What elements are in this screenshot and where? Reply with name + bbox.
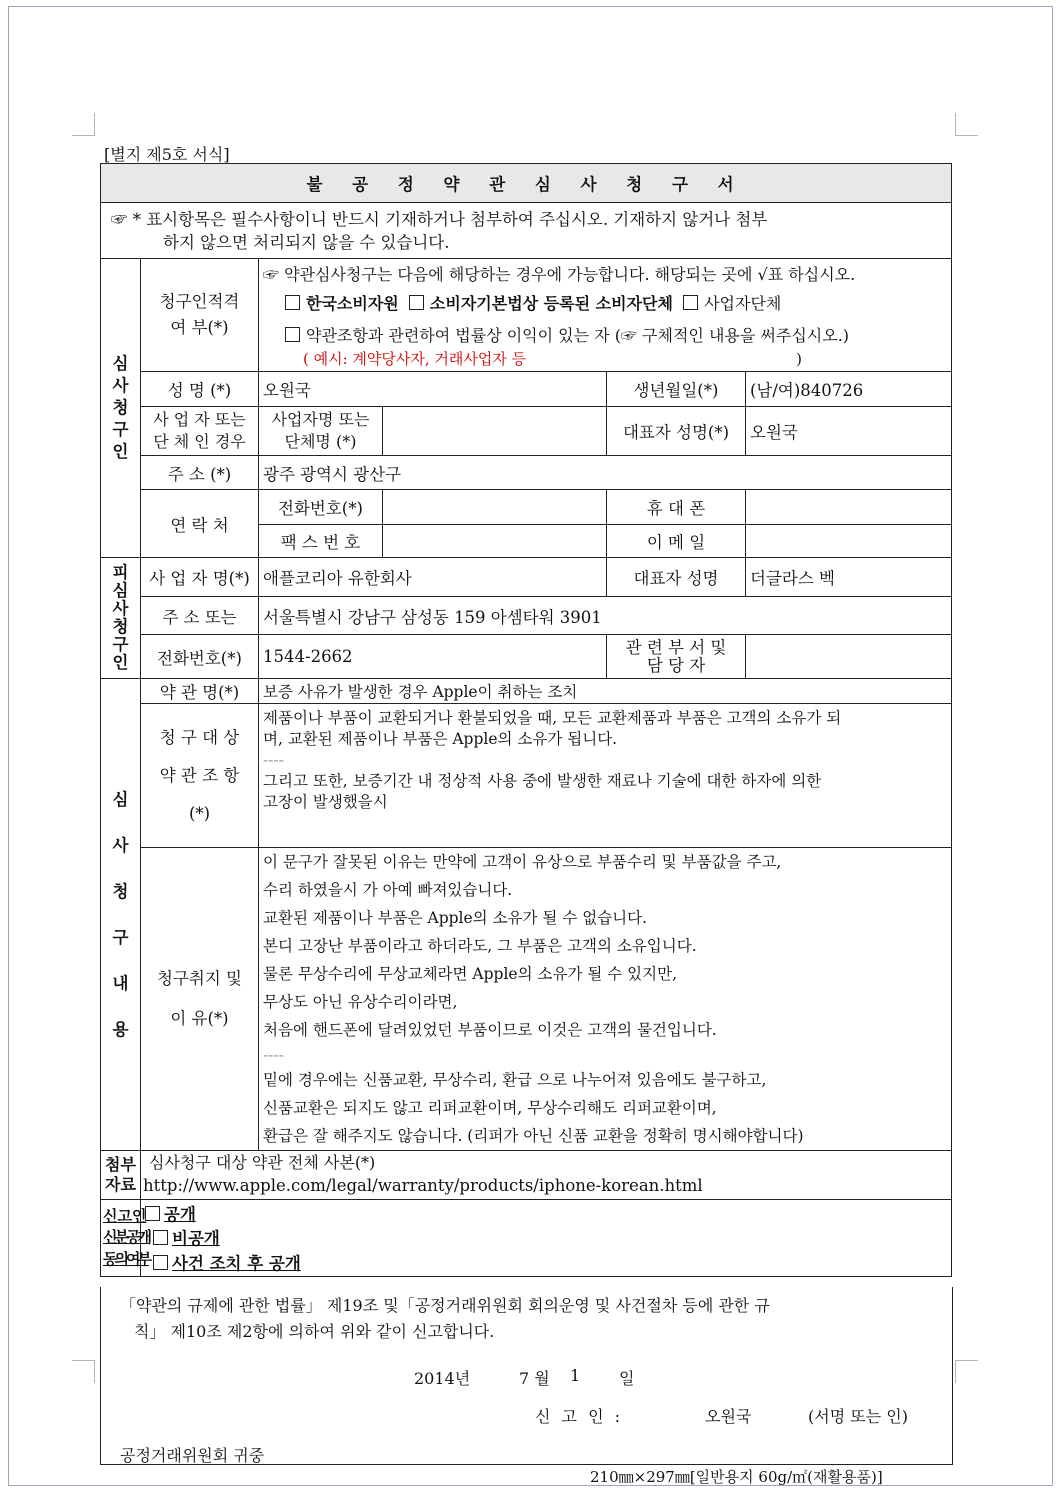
contact-label: 연 락 처 xyxy=(141,490,259,558)
date-year[interactable]: 2014년 xyxy=(414,1369,471,1388)
notice-line-2: 하지 않으면 처리되지 않을 수 있습니다. xyxy=(163,232,450,252)
reason-label: 청구취지 및 이 유(*) xyxy=(141,848,259,1151)
disclosure-label: 신고인 신분공개 동의여부 xyxy=(101,1200,141,1277)
example-text: ( 예시: 계약당사자, 거래사업자 등 xyxy=(303,350,527,368)
fax-label: 팩 스 번 호 xyxy=(259,525,383,558)
date-month[interactable]: 7 월 xyxy=(519,1369,550,1388)
option-business-group: 사업자단체 xyxy=(704,294,782,313)
notice-line-1: ☞ * 표시항목은 필수사항이니 반드시 기재하거나 첨부하여 주십시오. 기재하지 않거나 첨부 xyxy=(111,209,768,229)
birth-value[interactable]: (남/여)840726 xyxy=(746,372,952,407)
option-interested-party: 약관조항과 관련하여 법률상 이익이 있는 자 (☞ 구체적인 내용을 써주십시오.) xyxy=(306,326,850,345)
phone-value[interactable] xyxy=(383,490,607,525)
date-day-unit: 일 xyxy=(619,1369,635,1388)
qualification-instruction: ☞ 약관심사청구는 다음에 해당하는 경우에 가능합니다. 해당되는 곳에 √표 하십시오. xyxy=(263,265,856,284)
reason-line: 수리 하였을시 가 아예 빠져있습니다. xyxy=(263,881,513,899)
declaration-line-2: 칙」 제10조 제2항에 의하여 위와 같이 신고합니다. xyxy=(134,1322,495,1341)
attachment-label: 첨부 자료 xyxy=(101,1151,141,1200)
respondent-dept-label: 관 련 부 서 및 담 당 자 xyxy=(607,635,746,679)
name-label: 성 명 (*) xyxy=(141,372,259,407)
checkbox-business-group[interactable] xyxy=(683,295,698,310)
address-value[interactable]: 광주 광역시 광산구 xyxy=(259,456,952,490)
checkbox-disclose[interactable] xyxy=(145,1206,160,1221)
clause-line: 며, 교환된 제품이나 부품은 Apple의 소유가 됩니다. xyxy=(263,730,618,748)
clause-text[interactable] xyxy=(259,704,952,848)
checkbox-disclose-after[interactable] xyxy=(153,1255,168,1270)
representative-label: 대표자 성명(*) xyxy=(607,407,746,456)
checkbox-consumer-agency[interactable] xyxy=(285,295,300,310)
terms-name-label: 약 관 명(*) xyxy=(141,679,259,704)
checkbox-interested-party[interactable] xyxy=(285,327,300,342)
respondent-section-label: 피심사청구인 xyxy=(101,558,141,679)
respondent-phone-value[interactable]: 1544-2662 xyxy=(259,635,607,679)
option-consumer-agency: 한국소비자원 xyxy=(306,294,399,313)
email-value[interactable] xyxy=(746,525,952,558)
business-case-label: 사 업 자 또는 단 체 인 경우 xyxy=(141,407,259,456)
example-close: ) xyxy=(796,350,802,368)
mobile-label: 휴 대 폰 xyxy=(607,490,746,525)
reason-line: 환급은 잘 해주지도 않습니다. (리퍼가 아닌 신품 교환을 정확히 명시해야합니다) xyxy=(263,1127,804,1145)
respondent-address-label: 주 소 또는 xyxy=(141,597,259,635)
clause-line: ---- xyxy=(263,751,284,769)
respondent-business-value[interactable]: 애플코리아 유한회사 xyxy=(259,558,607,597)
crop-mark-top-left xyxy=(72,113,95,136)
email-label: 이 메 일 xyxy=(607,525,746,558)
reporter-label: 신 고 인 : xyxy=(535,1407,624,1426)
respondent-dept-value[interactable] xyxy=(746,635,952,679)
checkbox-not-disclose[interactable] xyxy=(153,1230,168,1245)
address-label: 주 소 (*) xyxy=(141,456,259,490)
option-disclose: 공개 xyxy=(164,1205,196,1224)
option-consumer-group: 소비자기본법상 등록된 소비자단체 xyxy=(429,294,673,313)
addressee: 공정거래위원회 귀중 xyxy=(120,1446,265,1465)
complaint-form-table xyxy=(100,163,952,1277)
representative-value[interactable]: 오원국 xyxy=(746,407,952,456)
attachment-url[interactable]: http://www.apple.com/legal/warranty/products/iphone-korean.html xyxy=(143,1176,703,1195)
reason-line: 처음에 핸드폰에 달려있었던 부품이므로 이것은 고객의 물건입니다. xyxy=(263,1021,717,1039)
crop-mark-bottom-left xyxy=(72,1360,95,1383)
phone-label: 전화번호(*) xyxy=(259,490,383,525)
fax-value[interactable] xyxy=(383,525,607,558)
business-name-value[interactable] xyxy=(383,407,607,456)
option-disclose-after: 사건 조치 후 공개 xyxy=(172,1254,301,1273)
option-not-disclose: 비공개 xyxy=(172,1229,220,1248)
crop-mark-bottom-right xyxy=(955,1360,978,1383)
reason-line: ---- xyxy=(263,1046,284,1064)
claimant-section-label: 심사청구인 xyxy=(101,259,141,558)
clause-line: 제품이나 부품이 교환되거나 환불되었을 때, 모든 교환제품과 부품은 고객의 소유가 되 xyxy=(263,709,842,727)
business-name-label: 사업자명 또는 단체명 (*) xyxy=(259,407,383,456)
reason-line: 무상도 아닌 유상수리이라면, xyxy=(263,993,458,1011)
reason-line: 교환된 제품이나 부품은 Apple의 소유가 될 수 없습니다. xyxy=(263,909,648,927)
form-number: [별지 제5호 서식] xyxy=(104,145,230,164)
reason-line: 이 문구가 잘못된 이유는 만약에 고객이 유상으로 부품수리 및 부품값을 주고, xyxy=(263,853,782,871)
date-day[interactable]: 1 xyxy=(570,1366,581,1385)
clause-label: 청 구 대 상 약 관 조 항 (*) xyxy=(141,704,259,848)
crop-mark-top-right xyxy=(955,113,978,136)
birth-label: 생년월일(*) xyxy=(607,372,746,407)
reporter-name[interactable]: 오원국 xyxy=(705,1407,752,1426)
reason-text[interactable] xyxy=(259,848,952,1151)
respondent-rep-label: 대표자 성명 xyxy=(607,558,746,597)
respondent-rep-value[interactable]: 더글라스 벡 xyxy=(746,558,952,597)
attachment-cell xyxy=(141,1151,952,1200)
qualification-label: 청구인적격 여 부(*) xyxy=(141,259,259,372)
disclosure-options xyxy=(141,1200,952,1277)
declaration-line-1: 「약관의 규제에 관한 법률」 제19조 및「공정거래위원회 회의운영 및 사건절차 등에 관한 규 xyxy=(120,1296,770,1315)
reason-line: 신품교환은 되지도 않고 리퍼교환이며, 무상수리해도 리퍼교환이며, xyxy=(263,1099,717,1117)
paper-spec: 210㎜×297㎜[일반용지 60g/㎡(재활용품)] xyxy=(590,1468,883,1486)
respondent-phone-label: 전화번호(*) xyxy=(141,635,259,679)
content-section-label: 심사청구내용 xyxy=(101,679,141,1151)
clause-line: 고장이 발생했을시 xyxy=(263,793,388,811)
terms-name-value[interactable]: 보증 사유가 발생한 경우 Apple이 취하는 조치 xyxy=(259,679,952,704)
notice xyxy=(101,203,952,259)
name-value[interactable]: 오원국 xyxy=(259,372,607,407)
mobile-value[interactable] xyxy=(746,490,952,525)
form-title: 불 공 정 약 관 심 사 청 구 서 xyxy=(101,164,952,203)
qualification-cell xyxy=(259,259,952,372)
attachment-line: 심사청구 대상 약관 전체 사본(*) xyxy=(149,1153,376,1172)
reason-line: 본디 고장난 부품이라고 하더라도, 그 부품은 고객의 소유입니다. xyxy=(263,937,697,955)
clause-line: 그리고 또한, 보증기간 내 정상적 사용 중에 발생한 재료나 기술에 대한 하자에 의한 xyxy=(263,772,822,790)
sign-note: (서명 또는 인) xyxy=(808,1407,908,1426)
reason-line: 물론 무상수리에 무상교체라면 Apple의 소유가 될 수 있지만, xyxy=(263,965,677,983)
respondent-business-label: 사 업 자 명(*) xyxy=(141,558,259,597)
checkbox-consumer-group[interactable] xyxy=(409,295,424,310)
respondent-address-value[interactable]: 서울특별시 강남구 삼성동 159 아셈타워 3901 xyxy=(259,597,952,635)
reason-line: 밑에 경우에는 신품교환, 무상수리, 환급 으로 나누어져 있음에도 불구하고, xyxy=(263,1071,767,1089)
